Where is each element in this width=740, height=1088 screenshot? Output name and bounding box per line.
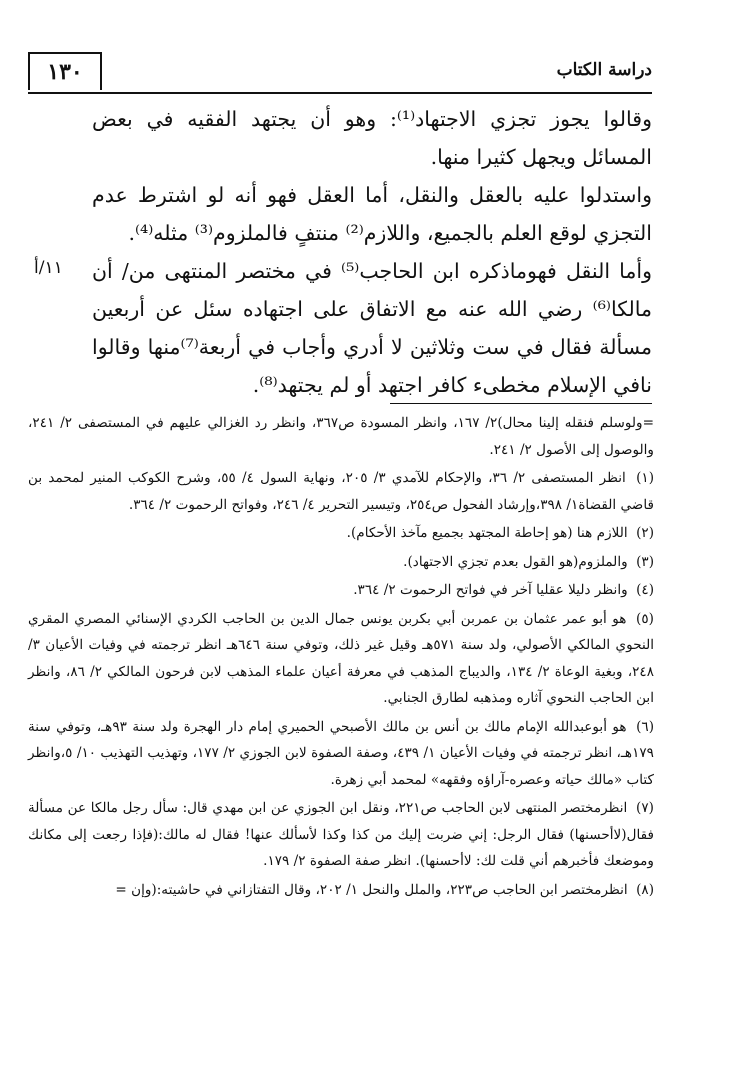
footnote-number: (٢) [636, 525, 654, 541]
footnote-3 [28, 549, 654, 576]
footnote-number: (٥) [636, 610, 654, 627]
footnote-text: وانظر دليلا عقليا آخر في فواتح الرحموت ٢/ ٣٦٤. [353, 582, 628, 598]
footnote-1 [28, 465, 654, 518]
footnote-text: هو أبوعبدالله الإمام مالك بن أنس بن مالك الأصبحي الحميري إمام دار الهجرة ولد سنة ٩٣هـ، وتوفي سنة ١٧٩هـ، انظر ترجمته في وفيات الأعيان ١/ ٤٣٩، وصفة الصفوة لابن الجوزي ٢/ ١٧٧، وتهذيب التهذيب ١٠/ ٥،وانظر كتاب «مالك حياته وعصره-آراؤه وفقهه» لمحمد أبي زهرة. [28, 718, 654, 788]
body-paragraph: واستدلوا عليه بالعقل والنقل، أما العقل فهو أنه لو اشترط عدم التجزي لوقع العلم بالجميع، واللازم⁽²⁾ منتفٍ فالملزوم⁽³⁾ مثله⁽⁴⁾. [92, 183, 652, 245]
page-number: ١٣٠ [28, 52, 102, 90]
margin-folio-reference: ١١/أ [34, 258, 63, 278]
footnote-number: (٨) [636, 881, 654, 898]
footnote-8 [28, 877, 654, 904]
running-title: دراسة الكتاب [556, 60, 652, 80]
footnote-text: انظر المستصفى ٢/ ٣٦، والإحكام للآمدي ٣/ ٢٠٥، ونهاية السول ٤/ ٥٥، وشرح الكوكب المنير لمحمد بن قاضي القضاة١/ ٣٩٨،وإرشاد الفحول ص٢٥٤، وتيسير التحرير ٤/ ٢٤٦، وفواتح الرحموت ٢/ ٣٦٤. [28, 470, 654, 513]
footnote-separator [390, 403, 652, 404]
footnote-7 [28, 795, 654, 875]
body-paragraph: وأما النقل فهوماذكره ابن الحاجب⁽⁵⁾ في مختصر المنتهى من/ أن مالكا⁽⁶⁾ رضي الله عنه مع الاتفاق على اجتهاده سئل عن أربعين مسألة فقال في ست وثلاثين لا أدري وأجاب في أربعة⁽⁷⁾منها وقالوا نافي الإسلام مخطىء كافر اجتهد أو لم يجتهد⁽⁸⁾. [92, 259, 653, 397]
page-header [28, 52, 652, 94]
footnote-5 [28, 606, 654, 712]
footnote-text: والملزوم(هو القول بعدم تجزي الاجتهاد). [403, 553, 628, 570]
footnote-6 [28, 714, 654, 794]
footnote-number: (١) [636, 470, 655, 486]
footnote-text: اللازم هنا (هو إحاطة المجتهد بجميع مآخذ الأحكام). [346, 525, 628, 541]
footnote-continuation [28, 410, 654, 463]
body-paragraph: وقالوا يجوز تجزي الاجتهاد⁽¹⁾: وهو أن يجتهد الفقيه في بعض المسائل ويجهل كثيرا منها. [92, 107, 652, 169]
footnote-number: (٦) [636, 718, 654, 735]
footnote-text: انظرمختصر ابن الحاجب ص٢٢٣، والملل والنحل ١/ ٢٠٢، وقال التفتازاني في حاشيته:(وإن = [115, 881, 628, 898]
footnote-number: (٣) [636, 553, 654, 570]
footnote-2 [28, 520, 654, 547]
footnote-number: (٧) [636, 800, 654, 816]
footnote-text: =ولوسلم فنقله إلينا محال)٢/ ١٦٧، وانظر المسودة ص٣٦٧، وانظر رد الغزالي عليهم في المستصفى ٢/ ٢٤١، والوصول إلى الأصول ٢/ ٢٤١. [28, 415, 654, 458]
footnote-4 [28, 577, 654, 604]
footnote-number: (٤) [636, 582, 654, 598]
footnote-text: هو أبو عمر عثمان بن عمربن أبي بكربن يونس جمال الدين بن الحاجب الكردي الإسنائي المصري المقري النحوي المالكي الأصولي، ولد سنة ٥٧١هـ وقيل غير ذلك، وتوفي سنة ٦٤٦هـ انظر ترجمته في وفيات الأعيان ٣/ ٢٤٨، وبغية الوعاة ٢/ ١٣٤، والديباج المذهب في معرفة أعيان علماء المذهب لابن فرحون المالكي ٢/ ٨٦، وانظر ابن الحاجب النحوي آثاره ومذهبه لطارق الجنابي. [28, 610, 655, 706]
footnotes [28, 410, 654, 905]
footnote-text: انظرمختصر المنتهى لابن الحاجب ص٢٢١، ونقل ابن الجوزي عن ابن مهدي قال: سأل رجل مالكا عن مسألة فقال(لاأحسنها) فقال الرجل: إني ضربت إليك من كذا وكذا لأسألك عنها! فقال له مالك:(فإذا رجعت إلى مكانك وموضعك فأخبرهم أني قلت لك: لاأحسنها). انظر صفة الصفوة ٢/ ١٧٩. [28, 800, 654, 869]
